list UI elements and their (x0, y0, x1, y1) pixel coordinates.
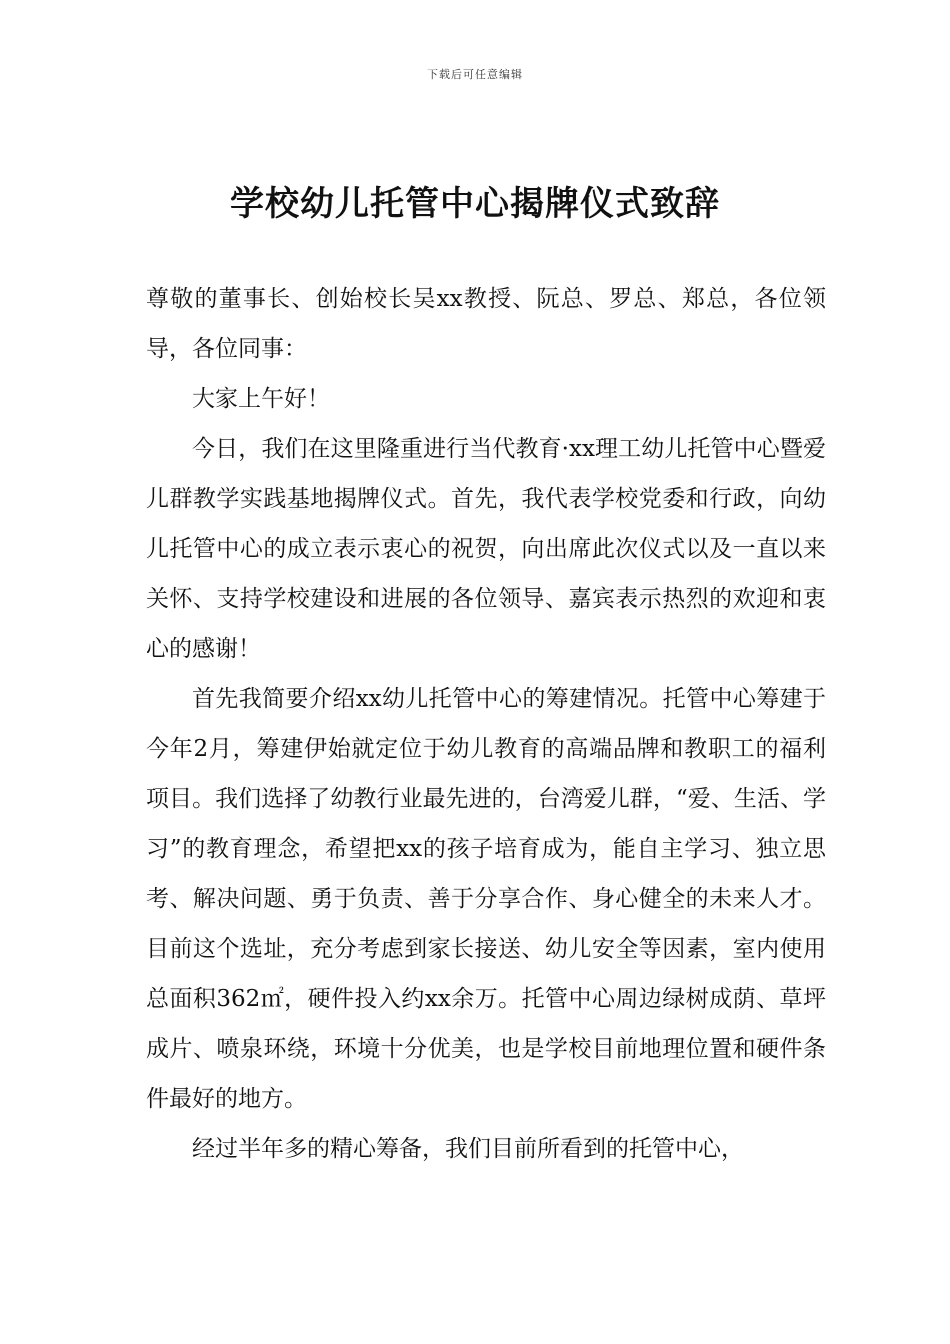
body-paragraph-3: 经过半年多的精心筹备，我们目前所看到的托管中心， (192, 1136, 744, 1162)
greeting-paragraph: 大家上午好！ (192, 386, 330, 412)
page-header-note: 下载后可任意编辑 (427, 68, 523, 81)
document-body (146, 274, 826, 1174)
body-paragraph-1: 今日，我们在这里隆重进行当代教育·xx理工幼儿托管中心暨爱儿群教学实践基地揭牌仪式。首先，我代表学校党委和行政，向幼儿托管中心的成立表示衷心的祝贺，向出席此次仪式以及一直以来关怀、支持学校建设和进展的各位领导、嘉宾表示热烈的欢迎和衷心的感谢！ (146, 436, 826, 662)
body-paragraph-2: 首先我简要介绍xx幼儿托管中心的筹建情况。托管中心筹建于今年2月，筹建伊始就定位于幼儿教育的高端品牌和教职工的福利项目。我们选择了幼教行业最先进的，台湾爱儿群，“爱、生活、学习”的教育理念，希望把xx的孩子培育成为，能自主学习、独立思考、解决问题、勇于负责、善于分享合作、身心健全的未来人才。目前这个选址，充分考虑到家长接送、幼儿安全等因素，室内使用总面积362㎡，硬件投入约xx余万。托管中心周边绿树成荫、草坪成片、喷泉环绕，环境十分优美，也是学校目前地理位置和硬件条件最好的地方。 (146, 686, 826, 1112)
salutation-paragraph: 尊敬的董事长、创始校长吴xx教授、阮总、罗总、郑总，各位领导，各位同事： (146, 286, 826, 362)
document-title: 学校幼儿托管中心揭牌仪式致辞 (230, 184, 720, 224)
